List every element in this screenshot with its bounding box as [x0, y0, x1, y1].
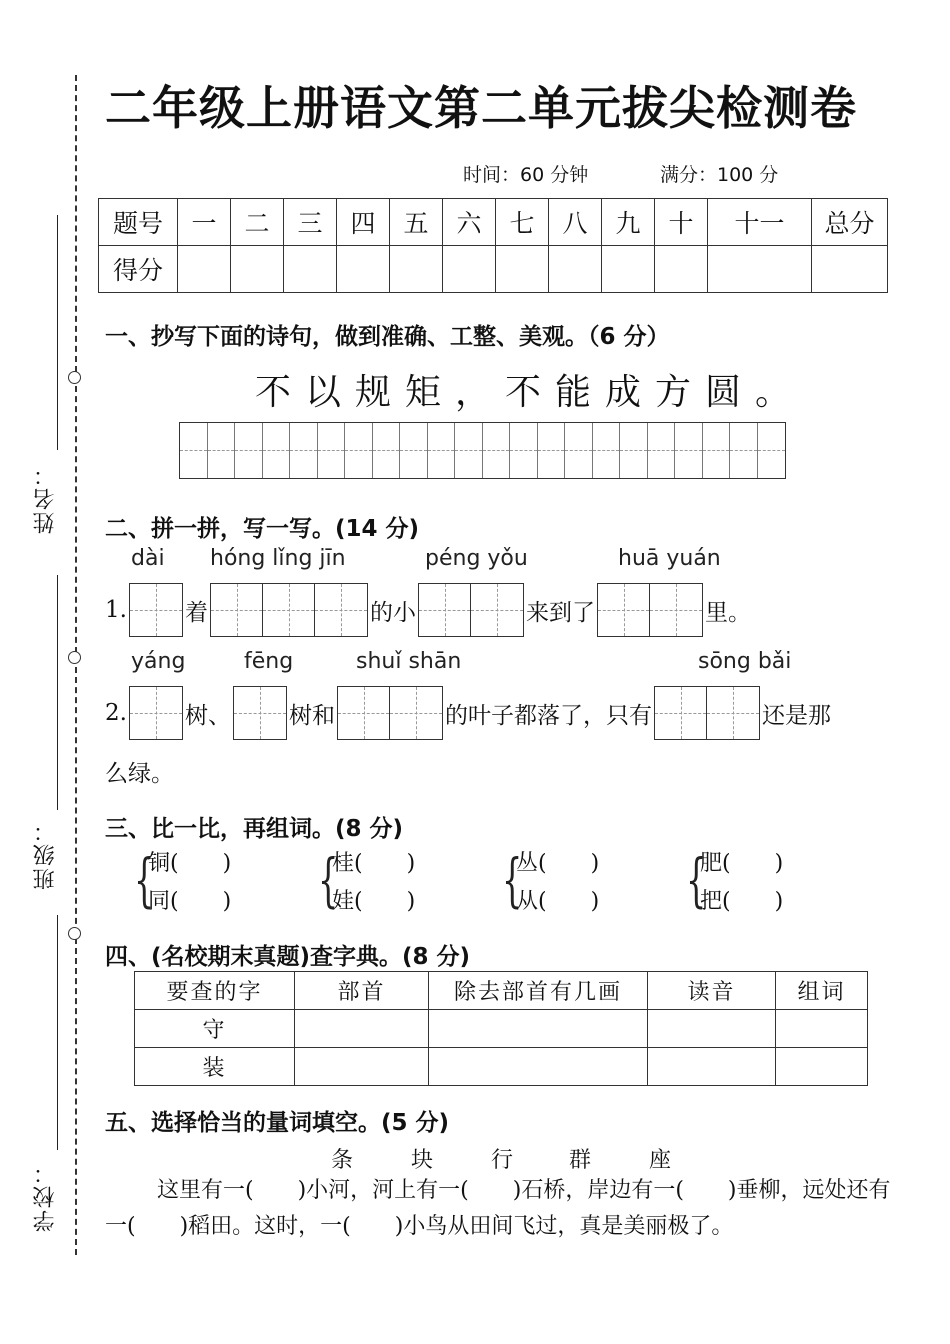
line-text: 的小	[369, 599, 416, 626]
score-row	[99, 246, 888, 293]
binding-ring	[68, 371, 81, 384]
score-header-cell: 五	[390, 199, 443, 246]
exam-time: 时间：60 分钟	[463, 164, 589, 186]
grid-cell[interactable]	[455, 423, 483, 478]
grid-cell[interactable]	[758, 423, 786, 478]
line-text: 还是那	[761, 702, 831, 729]
dict-header-cell: 部首	[295, 972, 429, 1010]
score-cell[interactable]	[496, 246, 549, 293]
measure-word: 块	[411, 1148, 434, 1173]
pair-word: 肥( )	[700, 851, 784, 876]
pinyin: huā yuán	[618, 546, 721, 571]
dict-char: 守	[135, 1010, 295, 1048]
dict-cell[interactable]	[295, 1048, 429, 1086]
name-underline	[57, 215, 58, 450]
grid-cell[interactable]	[620, 423, 648, 478]
tianzi-box[interactable]	[418, 583, 524, 637]
dict-header-row	[135, 972, 868, 1010]
pair-word: 把( )	[700, 889, 784, 914]
grid-cell[interactable]	[538, 423, 566, 478]
score-row-label: 得分	[99, 246, 178, 293]
grid-cell[interactable]	[510, 423, 538, 478]
score-cell[interactable]	[390, 246, 443, 293]
grid-cell[interactable]	[235, 423, 263, 478]
grid-cell[interactable]	[675, 423, 703, 478]
section-1-heading: 一、抄写下面的诗句，做到准确、工整、美观。（6 分）	[105, 324, 670, 350]
dict-row	[135, 1010, 868, 1048]
grid-cell[interactable]	[428, 423, 456, 478]
pinyin: shuǐ shān	[356, 649, 462, 674]
binding-dashed-line	[75, 75, 77, 1255]
score-cell[interactable]	[284, 246, 337, 293]
line-text: 里。	[704, 599, 751, 626]
pinyin: fēng	[244, 649, 294, 674]
score-header-cell: 总分	[812, 199, 888, 246]
tianzi-box[interactable]	[654, 686, 760, 740]
dictionary-table	[134, 971, 868, 1086]
score-header-cell: 一	[178, 199, 231, 246]
pair-word: 丛( )	[516, 851, 600, 876]
dict-cell[interactable]	[429, 1010, 648, 1048]
grid-cell[interactable]	[180, 423, 208, 478]
grid-cell[interactable]	[345, 423, 373, 478]
score-header-cell: 四	[337, 199, 390, 246]
tianzi-box[interactable]	[597, 583, 703, 637]
line-text: 么绿。	[105, 761, 174, 787]
dict-header-cell: 组词	[776, 972, 868, 1010]
grid-cell[interactable]	[318, 423, 346, 478]
pinyin: yáng	[131, 649, 186, 674]
dict-cell[interactable]	[776, 1048, 868, 1086]
score-header-cell: 七	[496, 199, 549, 246]
section-2-heading: 二、拼一拼，写一写。(14 分)	[105, 516, 420, 542]
fill-line-2	[105, 685, 831, 741]
section-5-heading: 五、选择恰当的量词填空。(5 分)	[105, 1110, 450, 1136]
grid-cell[interactable]	[483, 423, 511, 478]
score-cell[interactable]	[708, 246, 812, 293]
score-header-cell: 八	[549, 199, 602, 246]
page-title: 二年级上册语文第二单元拔尖检测卷	[105, 81, 857, 135]
grid-cell[interactable]	[373, 423, 401, 478]
tianzi-box[interactable]	[210, 583, 368, 637]
pinyin: péng yǒu	[425, 546, 528, 571]
brace-icon: {	[318, 846, 339, 914]
dict-char: 装	[135, 1048, 295, 1086]
score-header-cell: 题号	[99, 199, 178, 246]
section-3-heading: 三、比一比，再组词。(8 分)	[105, 816, 404, 842]
line-text: 着	[184, 599, 208, 626]
tianzi-box[interactable]	[337, 686, 443, 740]
binding-ring	[68, 651, 81, 664]
grid-cell[interactable]	[263, 423, 291, 478]
fill-paragraph: 这里有一( )小河，河上有一( )石桥，岸边有一( )垂柳，远处还有一( )稻田。这时，一( )小鸟从田间飞过，真是美丽极了。	[105, 1178, 891, 1239]
line-text: 树、	[184, 702, 231, 729]
dict-header-cell: 除去部首有几画	[429, 972, 648, 1010]
binding-ring	[68, 927, 81, 940]
brace-icon: {	[686, 846, 707, 914]
score-header-cell: 二	[231, 199, 284, 246]
dict-cell[interactable]	[648, 1010, 776, 1048]
section-4-heading: 四、(名校期末真题)查字典。(8 分)	[105, 944, 471, 970]
line-text: 来到了	[525, 599, 595, 626]
pinyin: hóng lǐng jīn	[210, 546, 346, 571]
copy-grid[interactable]	[179, 422, 786, 479]
pair-word: 桂( )	[332, 851, 416, 876]
brace-icon: {	[502, 846, 523, 914]
brace-icon: {	[134, 846, 155, 914]
score-table	[98, 198, 888, 293]
grid-cell[interactable]	[703, 423, 731, 478]
poem-line: 不以规矩，不能成方圆。	[255, 372, 806, 413]
dict-header-cell: 要查的字	[135, 972, 295, 1010]
score-cell[interactable]	[443, 246, 496, 293]
tianzi-box[interactable]	[233, 686, 287, 740]
dict-header-cell: 读音	[648, 972, 776, 1010]
grid-cell[interactable]	[730, 423, 758, 478]
pair-word: 从( )	[516, 889, 600, 914]
score-cell[interactable]	[602, 246, 655, 293]
pair-word: 铜( )	[148, 851, 232, 876]
school-underline	[57, 915, 58, 1150]
pair-word: 同( )	[148, 889, 232, 914]
score-header-row	[99, 199, 888, 246]
dict-cell[interactable]	[648, 1048, 776, 1086]
line-text: 的叶子都落了，只有	[444, 702, 652, 729]
dict-row	[135, 1048, 868, 1086]
score-cell[interactable]	[231, 246, 284, 293]
line-number: 2.	[105, 700, 127, 726]
pinyin: dài	[131, 546, 165, 571]
line-number: 1.	[105, 597, 127, 623]
pinyin: sōng bǎi	[698, 649, 792, 674]
measure-word: 群	[569, 1148, 592, 1173]
score-cell[interactable]	[655, 246, 708, 293]
score-cell[interactable]	[812, 246, 888, 293]
score-header-cell: 六	[443, 199, 496, 246]
grid-cell[interactable]	[290, 423, 318, 478]
grid-cell[interactable]	[400, 423, 428, 478]
school-label: 学校：	[33, 1160, 58, 1232]
score-cell[interactable]	[549, 246, 602, 293]
score-cell[interactable]	[178, 246, 231, 293]
tianzi-box[interactable]	[129, 686, 183, 740]
score-header-cell: 九	[602, 199, 655, 246]
score-header-cell: 十	[655, 199, 708, 246]
class-label: 班级：	[33, 818, 58, 890]
full-score: 满分：100 分	[660, 164, 779, 186]
class-underline	[57, 575, 58, 810]
score-header-cell: 三	[284, 199, 337, 246]
name-label: 姓名：	[33, 462, 58, 534]
grid-cell[interactable]	[208, 423, 236, 478]
score-header-cell: 十一	[708, 199, 812, 246]
grid-cell[interactable]	[648, 423, 676, 478]
dict-cell[interactable]	[295, 1010, 429, 1048]
line-text: 树和	[288, 702, 335, 729]
pair-word: 娃( )	[332, 889, 416, 914]
measure-word: 行	[491, 1148, 514, 1173]
grid-cell[interactable]	[593, 423, 621, 478]
measure-word: 座	[649, 1148, 672, 1173]
tianzi-box[interactable]	[129, 583, 183, 637]
measure-word: 条	[331, 1148, 354, 1173]
score-cell[interactable]	[337, 246, 390, 293]
grid-cell[interactable]	[565, 423, 593, 478]
dict-cell[interactable]	[776, 1010, 868, 1048]
fill-line-1	[105, 582, 751, 638]
dict-cell[interactable]	[429, 1048, 648, 1086]
